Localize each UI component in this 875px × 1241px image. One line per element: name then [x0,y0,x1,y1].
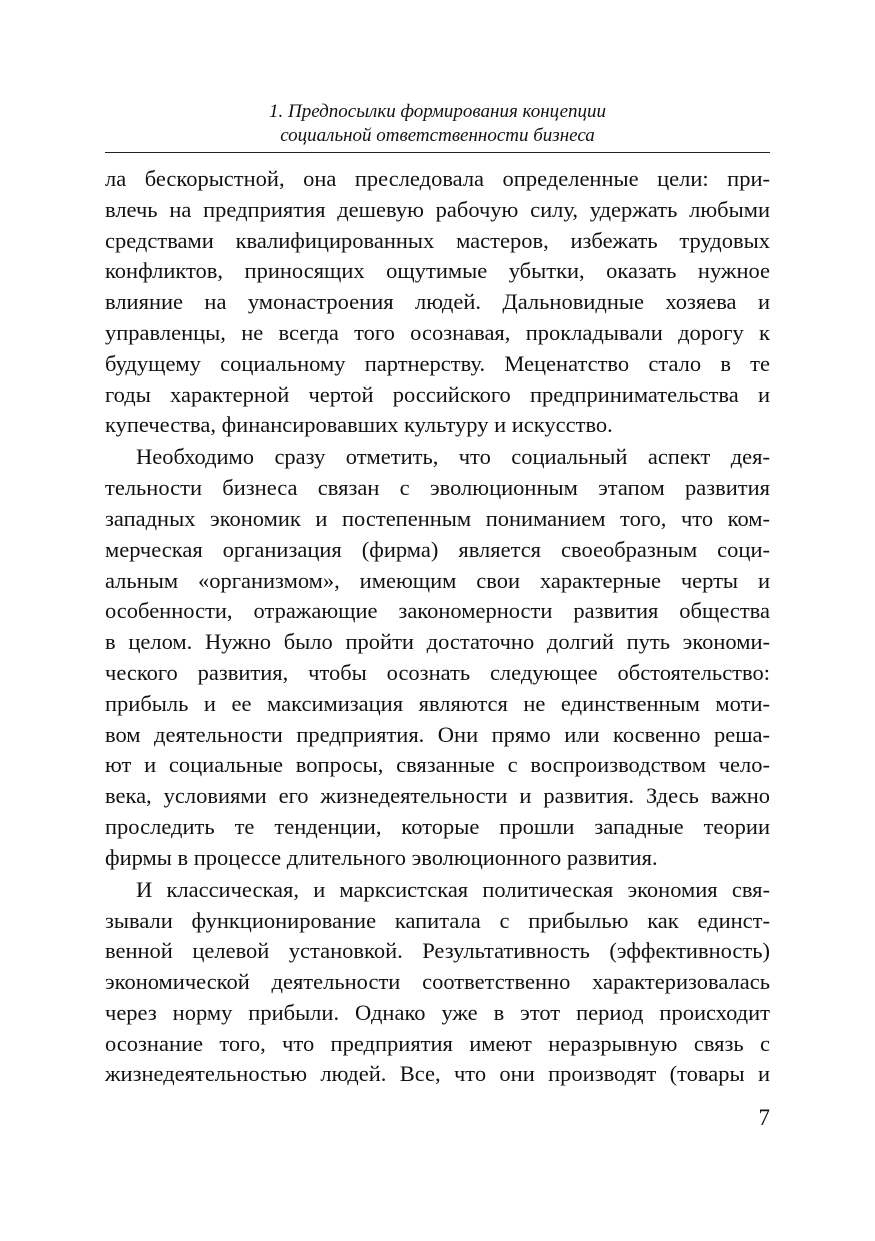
text-line: жизнедеятельностью людей. Все, что они производят (товары и [105,1061,770,1087]
header-line-1: 1. Предпосылки формирования концепции [268,101,607,122]
text-line: конфликтов, приносящих ощутимые убытки, оказать нужное [105,258,770,284]
text-line: управленцы, не всегда того осознавая, прокладывали дорогу к [105,319,770,345]
text-line: западных экономик и постепенным пониманием того, что ком- [105,505,770,531]
header-line-2: социальной ответственности бизнеса [280,125,595,146]
text-line: фирмы в процессе длительного эволюционного развития. [105,844,658,870]
text-line: влечь на предприятия дешевую рабочую силу, удержать любыми [105,196,770,222]
text-line: проследить те тенденции, которые прошли западные теории [105,813,770,839]
header-rule [105,152,770,153]
text-line: ют и социальные вопросы, связанные с воспроизводством чело- [105,752,770,778]
text-line: купечества, финансировавших культуру и искусство. [105,412,613,438]
paragraph [105,442,770,873]
text-line: ческого развития, чтобы осознать следующее обстоятельство: [105,659,770,685]
text-line: И классическая, и марксистская политическая экономия свя- [136,876,770,902]
text-line: будущему социальному партнерству. Меценатство стало в те [105,350,770,376]
text-line: зывали функционирование капитала с прибылью как единст- [105,907,770,933]
text-line: вом деятельности предприятия. Они прямо или косвенно реша- [105,721,770,747]
text-line: альным «организмом», имеющим свои характерные черты и [105,567,770,593]
text-line: в целом. Нужно было пройти достаточно долгий путь экономи- [105,629,770,655]
page-number: 7 [758,1105,770,1130]
text-line: влияние на умонастроения людей. Дальновидные хозяева и [105,289,770,315]
body-text [105,164,770,1091]
text-line: ла бескорыстной, она преследовала определенные цели: при- [105,166,770,191]
running-header [105,100,770,148]
text-line: века, условиями его жизнедеятельности и развития. Здесь важно [105,783,770,809]
text-line: особенности, отражающие закономерности развития общества [105,598,770,624]
text-line: Необходимо сразу отметить, что социальный аспект дея- [136,444,770,470]
text-line: мерческая организация (фирма) является своеобразным соци- [105,536,770,562]
text-line: через норму прибыли. Однако уже в этот период происходит [105,999,770,1025]
text-line: осознание того, что предприятия имеют неразрывную связь с [105,1030,770,1056]
text-line: венной целевой установкой. Результативность (эффективность) [105,938,770,964]
paragraph [105,164,770,441]
text-line: тельности бизнеса связан с эволюционным этапом развития [105,475,770,501]
text-line: прибыль и ее максимизация являются не единственным моти- [105,690,770,716]
text-line: экономической деятельности соответственно характеризовалась [105,969,770,995]
text-line: средствами квалифицированных мастеров, избежать трудовых [105,227,770,253]
paragraph [105,875,770,1091]
text-line: годы характерной чертой российского предпринимательства и [105,381,770,407]
